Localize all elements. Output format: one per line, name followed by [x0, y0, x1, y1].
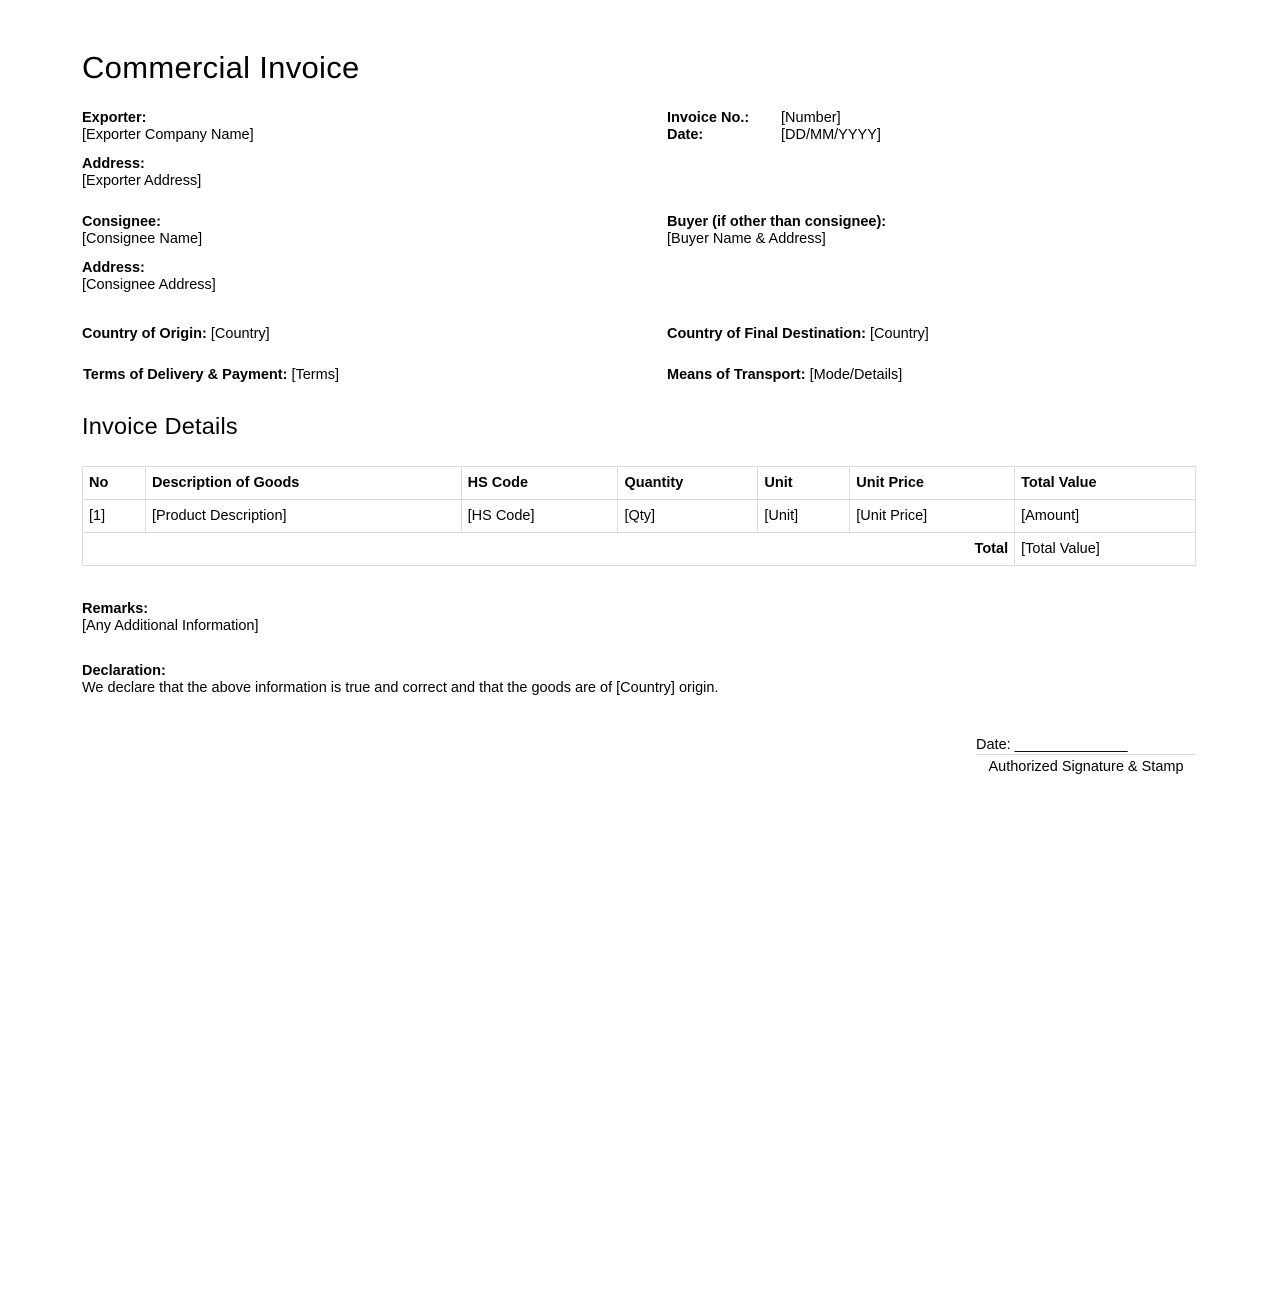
exporter-address-block: [82, 156, 201, 190]
consignee-address-value: [Consignee Address]: [82, 277, 216, 293]
consignee-address-block: [82, 260, 216, 294]
transport-value: [Mode/Details]: [809, 367, 903, 383]
destination-label: Country of Final Destination:: [667, 326, 866, 342]
consignee-block: [82, 214, 202, 248]
transport-label: Means of Transport:: [667, 367, 806, 383]
page-title: Commercial Invoice: [82, 50, 360, 85]
declaration-block: [82, 663, 719, 697]
country-of-destination: [667, 326, 929, 343]
invoice-date-row: [667, 127, 881, 144]
declaration-text: We declare that the above information is true and correct and that the goods are of [Country] origin.: [82, 680, 719, 696]
table-row: [83, 500, 1196, 533]
col-header-hs-code: HS Code: [461, 467, 618, 500]
signature-date: Date: ______________: [976, 737, 1128, 753]
invoice-date-label: Date:: [667, 127, 704, 143]
cell-no: [1]: [83, 500, 146, 533]
remarks-value: [Any Additional Information]: [82, 618, 259, 634]
col-header-unit: Unit: [758, 467, 850, 500]
declaration-label: Declaration:: [82, 663, 166, 679]
invoice-no-row: [667, 110, 881, 127]
invoice-no-value: [Number]: [781, 110, 841, 126]
cell-hs-code: [HS Code]: [461, 500, 618, 533]
means-of-transport: [667, 367, 902, 384]
consignee-label: Consignee:: [82, 214, 161, 230]
signature-label: Authorized Signature & Stamp: [976, 754, 1196, 776]
remarks-block: [82, 601, 259, 635]
origin-label: Country of Origin:: [82, 326, 207, 342]
buyer-block: [667, 214, 886, 248]
buyer-label: Buyer (if other than consignee):: [667, 214, 887, 230]
col-header-unit-price: Unit Price: [850, 467, 1015, 500]
cell-unit-price: [Unit Price]: [850, 500, 1015, 533]
cell-quantity: [Qty]: [618, 500, 758, 533]
country-of-origin: [82, 326, 270, 343]
exporter-block: [82, 110, 254, 144]
cell-description: [Product Description]: [145, 500, 461, 533]
exporter-label: Exporter:: [82, 110, 147, 126]
signature-block: [976, 737, 1196, 776]
col-header-total-value: Total Value: [1015, 467, 1196, 500]
table-header-row: [83, 467, 1196, 500]
cell-unit: [Unit]: [758, 500, 850, 533]
exporter-value: [Exporter Company Name]: [82, 127, 254, 143]
origin-value: [Country]: [210, 326, 270, 342]
invoice-items-table: [82, 466, 1196, 566]
consignee-address-label: Address:: [82, 260, 145, 276]
table-total-row: [83, 533, 1196, 566]
exporter-address-label: Address:: [82, 156, 145, 172]
col-header-no: No: [83, 467, 146, 500]
cell-total-value: [Amount]: [1015, 500, 1196, 533]
exporter-address-value: [Exporter Address]: [82, 173, 202, 189]
terms-of-delivery: [83, 367, 339, 384]
invoice-date-value: [DD/MM/YYYY]: [781, 127, 881, 143]
terms-label: Terms of Delivery & Payment:: [83, 367, 288, 383]
total-label: Total: [83, 533, 1015, 566]
invoice-meta: [667, 110, 881, 144]
col-header-description: Description of Goods: [145, 467, 461, 500]
total-value: [Total Value]: [1015, 533, 1196, 566]
buyer-value: [Buyer Name & Address]: [667, 231, 826, 247]
invoice-no-label: Invoice No.:: [667, 110, 750, 126]
terms-value: [Terms]: [291, 367, 339, 383]
destination-value: [Country]: [870, 326, 929, 342]
col-header-quantity: Quantity: [618, 467, 758, 500]
remarks-label: Remarks:: [82, 601, 149, 617]
section-title-invoice-details: Invoice Details: [82, 413, 238, 439]
consignee-value: [Consignee Name]: [82, 231, 203, 247]
